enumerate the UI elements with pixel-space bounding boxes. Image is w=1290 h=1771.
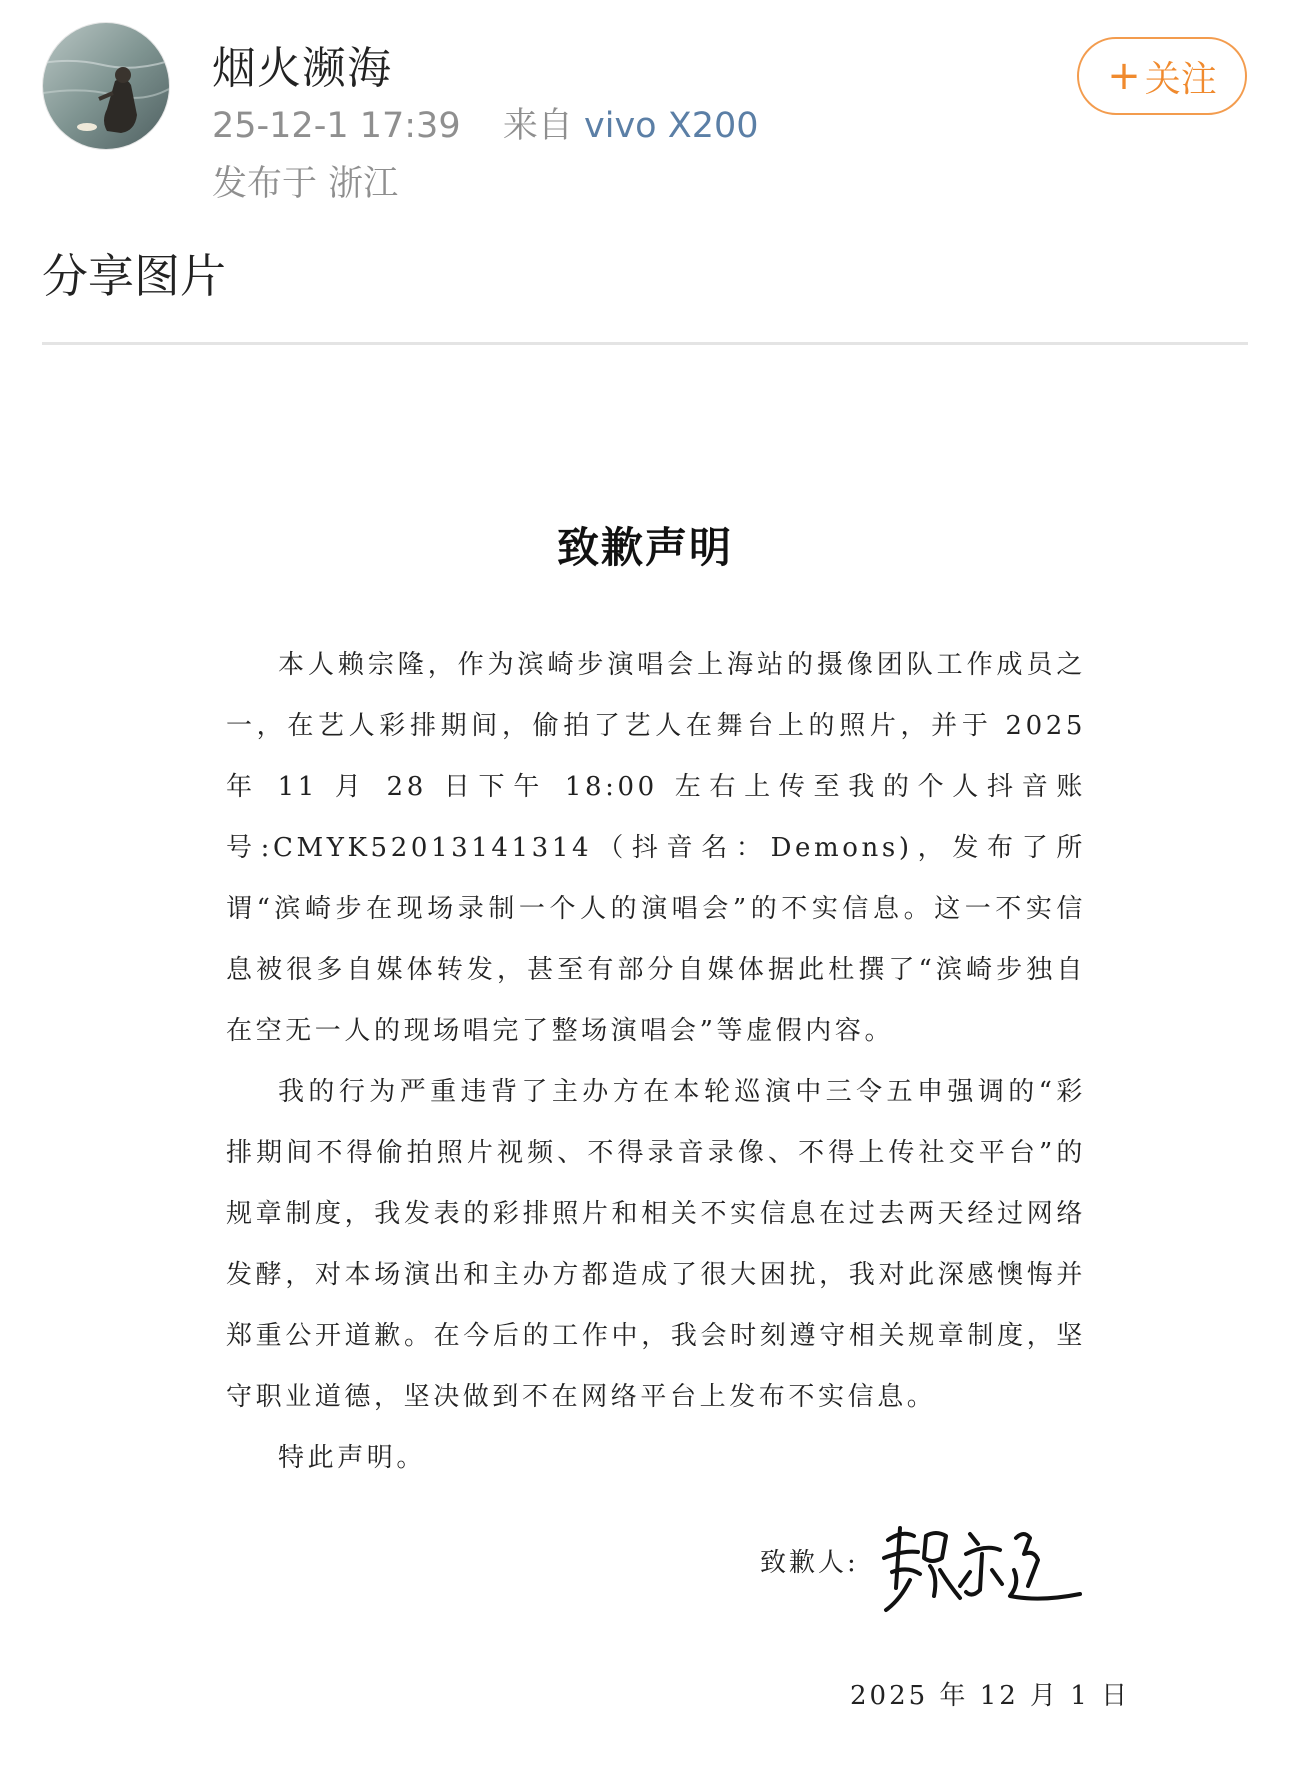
shared-image[interactable]: [0, 345, 1290, 1771]
document-title: 致歉声明: [556, 523, 733, 572]
follow-label: 关注: [1144, 58, 1217, 100]
document-date: 2025 年 12 月 1 日: [850, 1681, 1131, 1711]
device-link[interactable]: vivo X200: [584, 106, 759, 146]
author-name[interactable]: 烟火濒海: [212, 43, 392, 94]
post-location: 发布于 浙江: [212, 164, 399, 204]
avatar-photo: [43, 23, 169, 149]
document-body: [226, 635, 1086, 1489]
document-paragraph: 我的行为严重违背了主办方在本轮巡演中三令五申强调的“彩排期间不得偷拍照片视频、不得录音录像、不得上传社交平台”的规章制度，我发表的彩排照片和相关不实信息在过去两天经过网络发酵，对本场演出和主办方都造成了很大困扰，我对此深感懊悔并郑重公开道歉。在今后的工作中，我会时刻遵守相关规章制度，坚守职业道德，坚决做到不在网络平台上发布不实信息。: [226, 1077, 1086, 1412]
document-paragraph: 本人赖宗隆，作为滨崎步演唱会上海站的摄像团队工作成员之一，在艺人彩排期间，偷拍了艺人在舞台上的照片，并于 2025 年 11 月 28 日下午 18:00 左右上传至我的个人抖音账号:CMYK52013141314（抖音名：Demons)，发布了所谓“滨崎步在现场录制一个人的演唱会”的不实信息。这一不实信息被很多自媒体转发，甚至有部分自媒体据此杜撰了“滨崎步独自在空无一人的现场唱完了整场演唱会”等虚假内容。: [226, 650, 1086, 1046]
post-text: 分享图片: [42, 249, 226, 303]
document-paragraph: 特此声明。: [278, 1443, 427, 1473]
post-time: 25-12-1 17:39: [212, 106, 461, 146]
avatar[interactable]: [42, 22, 170, 150]
from-label: 来自: [502, 106, 573, 146]
follow-button[interactable]: [1077, 37, 1247, 115]
plus-icon: +: [1107, 53, 1141, 99]
post-header: [0, 0, 1290, 210]
signature-label: 致歉人:: [760, 1548, 859, 1578]
handwritten-signature: [870, 1510, 1090, 1620]
signature-block: [760, 1510, 1100, 1620]
post-meta: [212, 98, 759, 148]
